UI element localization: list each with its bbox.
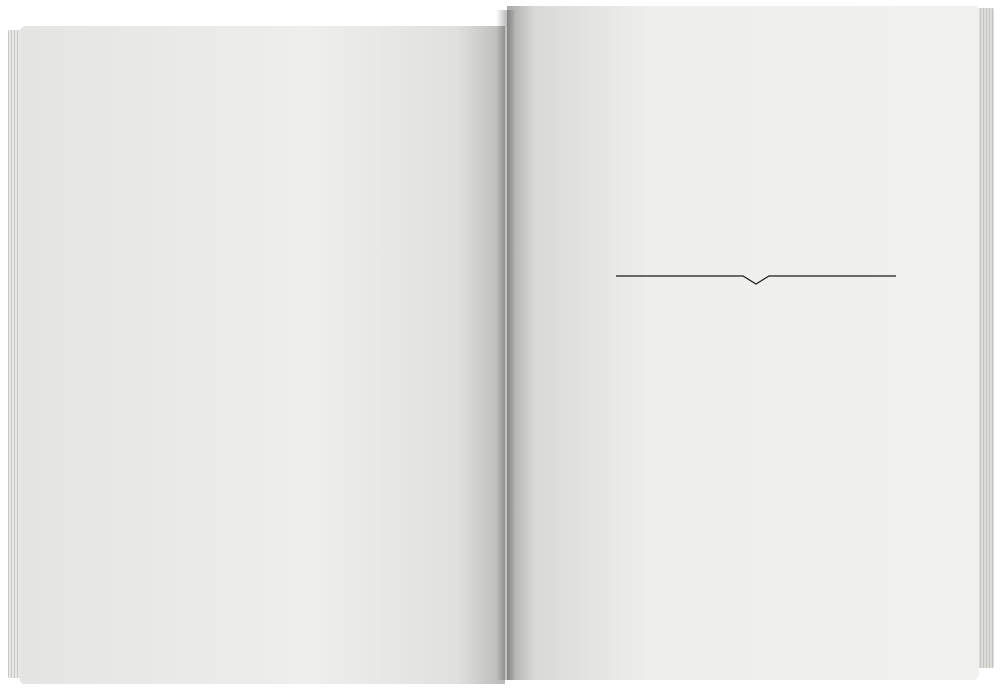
right-page-edges bbox=[978, 8, 994, 668]
left-page bbox=[20, 26, 505, 684]
right-page bbox=[507, 6, 979, 680]
book-gutter bbox=[496, 10, 516, 680]
diagram-brace bbox=[615, 268, 897, 286]
